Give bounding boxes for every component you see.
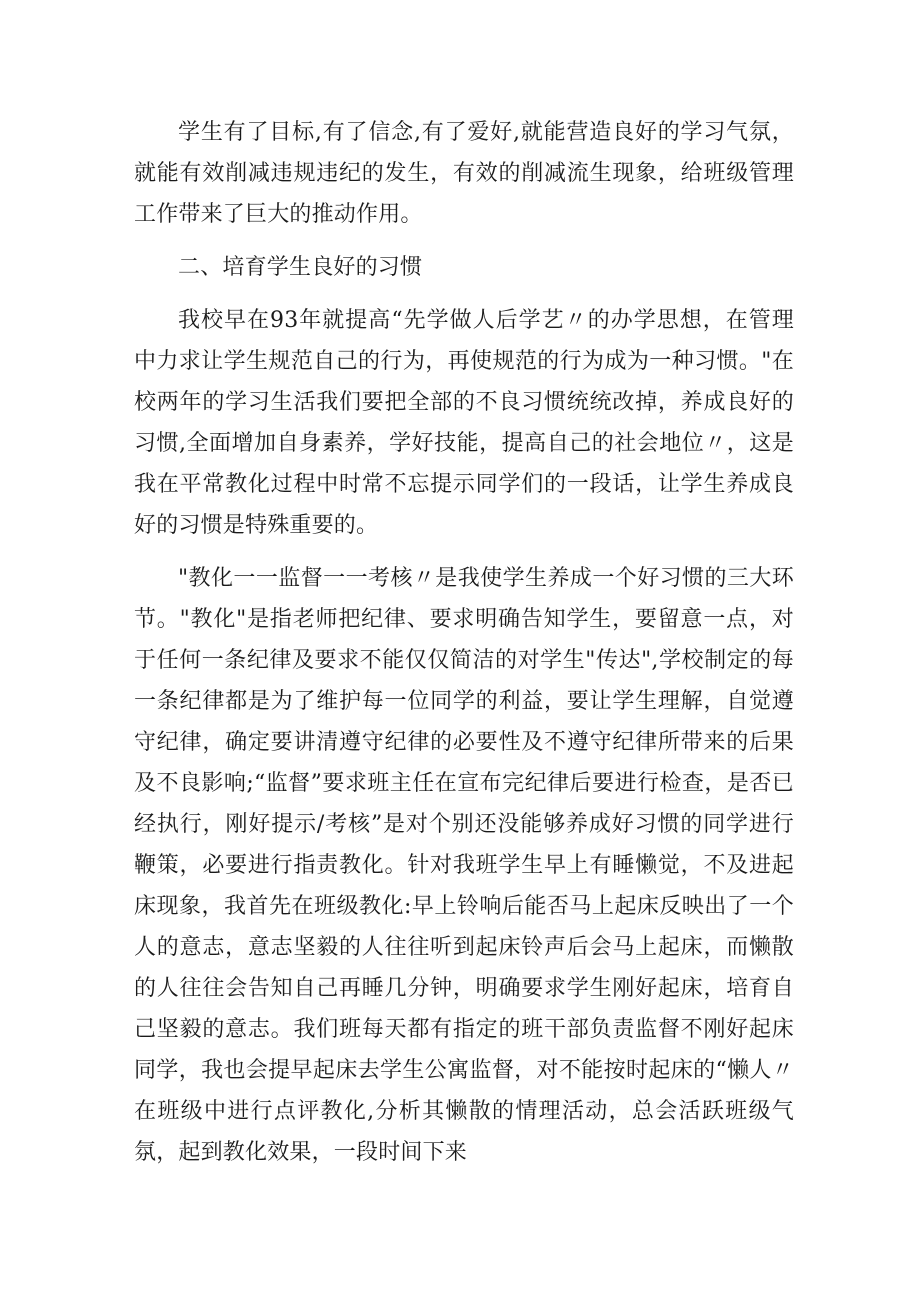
- paragraph-education-supervision: "教化一一监督一一考核〃是我使学生养成一个好习惯的三大环节。"教化"是指老师把纪律、要求明确告知学生，要留意一点，对于任何一条纪律及要求不能仅仅简洁的对学生"传达",学校制定的每一条纪律都是为了维护每一位同学的利益，要让学生理解，自觉遵守纪律，确定要讲清遵守纪律的必要性及不遵守纪律所带来的后果及不良影响;“监督”要求班主任在宣布完纪律后要进行检查，是否已经执行，刚好提示/考核”是对个别还没能够养成好习惯的同学进行鞭策，必要进行指责教化。针对我班学生早上有睡懒觉，不及进起床现象，我首先在班级教化:早上铃响后能否马上起床反映出了一个人的意志，意志坚毅的人往往听到起床铃声后会马上起床，而懒散的人往往会告知自己再睡几分钟，明确要求学生刚好起床，培育自己坚毅的意志。我们班每天都有指定的班干部负责监督不刚好起床同学，我也会提早起床去学生公寓监督，对不能按时起床的“懒人〃在班级中进行点评教化,分析其懒散的情理活动，总会活跃班级气氛，起到教化效果，一段时间下来: [134, 566, 794, 1165]
- section-heading-habits: 二、培育学生良好的习惯: [178, 255, 423, 280]
- paragraph-goals: 学生有了目标,有了信念,有了爱好,就能营造良好的学习气氛，就能有效削减违规违纪的发生，有效的削减流生现象，给班级管理工作带来了巨大的推动作用。: [134, 120, 794, 227]
- paragraph-school-philosophy: 我校早在93年就提高“先学做人后学艺〃的办学思想，在管理中力求让学生规范自己的行为，再使规范的行为成为一种习惯。"在校两年的学习生活我们要把全部的不良习惯统统改掉，养成良好的习惯,全面增加自身素养，学好技能，提高自己的社会地位〃，这是我在平常教化过程中时常不忘提示同学们的一段话，让学生养成良好的习惯是特殊重要的。: [134, 308, 794, 538]
- document-body: [134, 112, 794, 1185]
